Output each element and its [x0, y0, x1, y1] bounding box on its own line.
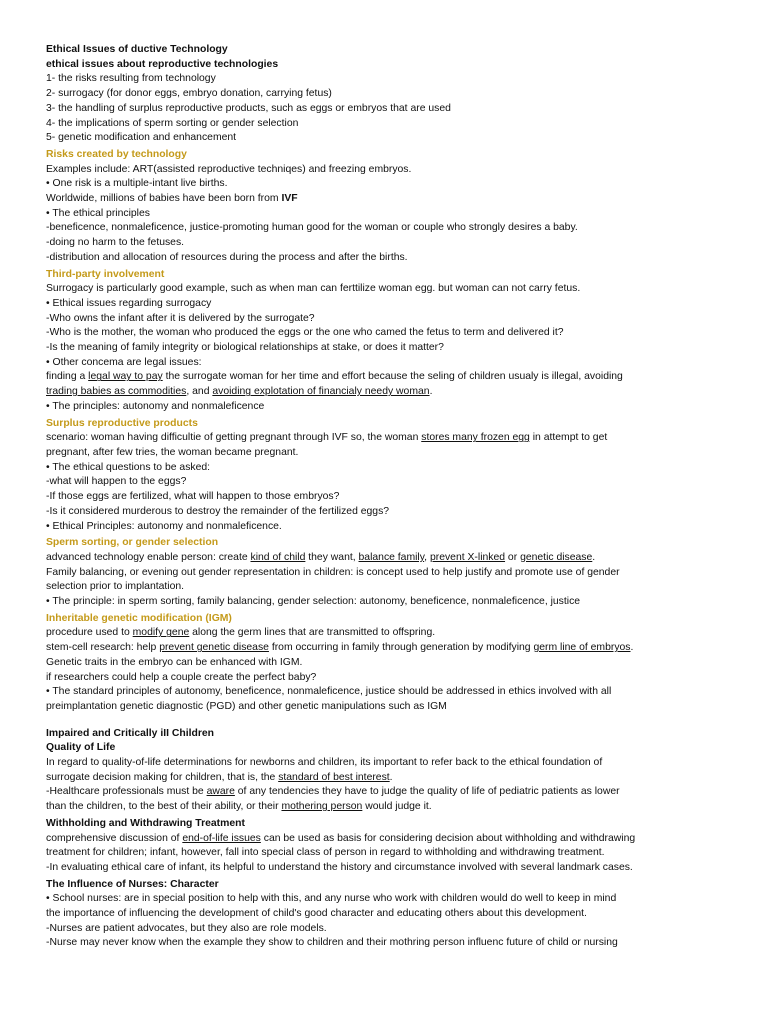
underlined-term: aware [206, 786, 235, 798]
paragraph-line: -Nurse may never know when the example they show to children and their mothring person influenc future of child or nursing [46, 937, 618, 949]
bullet-line: • The ethical principles [46, 207, 150, 219]
underlined-term: prevent genetic disease [159, 642, 269, 654]
paragraph-line: if researchers could help a couple create the perfect baby? [46, 671, 317, 683]
paragraph-line: treatment for children; infant, however, fall into special class of person in regard to withholding and withdrawing treatment. [46, 847, 605, 859]
paragraph-line: Genetic traits in the embryo can be enhanced with IGM. [46, 656, 303, 668]
paragraph-line: -Is the meaning of family integrity or biological relationships at stake, or does it matter? [46, 342, 444, 354]
bullet-line: • Ethical issues regarding surrogacy [46, 297, 212, 309]
paragraph-line: -doing no harm to the fetuses. [46, 237, 185, 249]
list-item: 2- surrogacy (for donor eggs, embryo donation, carrying fetus) [46, 88, 332, 100]
paragraph-line: Worldwide, millions of babies have been born from IVF [46, 193, 298, 205]
underlined-term: mothering person [281, 801, 363, 813]
paragraph-line: Surrogacy is particularly good example, such as when man can ferttilize woman egg. but woman can not carry fetus. [46, 283, 581, 295]
paragraph-line: -beneficence, nonmaleficence, justice-promoting human good for the woman or couple who strongly desires a baby. [46, 222, 578, 234]
bullet-line: • One risk is a multiple-intant live births. [46, 178, 228, 190]
paragraph-line: -Healthcare professionals must be aware of any tendencies they have to judge the quality of life of pediatric patients as lower [46, 786, 620, 798]
bullet-line: • Other concema are legal issues: [46, 356, 202, 368]
underlined-term: trading babies as commodities [46, 386, 187, 398]
paragraph-line: surrogate decision making for children, that is, the standard of best interest. [46, 771, 393, 783]
paragraph-line: -distribution and allocation of resources during the process and after the births. [46, 251, 408, 263]
underlined-term: balance family [358, 551, 425, 563]
paragraph-line: the importance of influencing the development of child's good character and educating others about this development. [46, 908, 587, 920]
document-page [46, 43, 746, 951]
paragraph-line: than the children, to the best of their ability, or their mothering person would judge it. [46, 801, 432, 813]
paragraph-line: selection prior to implantation. [46, 581, 185, 593]
paragraph-line: -In evaluating ethical care of infant, its helpful to understand the history and circumstance involved with several landmark cases. [46, 861, 633, 873]
section-heading-sperm-sorting: Sperm sorting, or gender selection [46, 537, 219, 549]
underlined-term: prevent X-linked [429, 551, 506, 563]
document-subtitle: ethical issues about reproductive technologies [46, 58, 279, 70]
paragraph-line: -Is it considered murderous to destroy the remainder of the fertilized eggs? [46, 505, 390, 517]
section-heading-withholding: Withholding and Withdrawing Treatment [46, 817, 245, 829]
underlined-term: germ line of embryos [533, 642, 631, 654]
paragraph-line: In regard to quality-of-life determinations for newborns and children, its important to refer back to the ethical foundation of [46, 757, 603, 769]
bullet-line: • The principles: autonomy and nonmaleficence [46, 400, 265, 412]
underlined-term: standard of best interest [278, 771, 390, 783]
section-heading-impaired: Impaired and Critically iII Children [46, 727, 215, 739]
list-item: 4- the implications of sperm sorting or gender selection [46, 117, 299, 129]
section-spacer [46, 715, 746, 725]
paragraph-line: Family balancing, or evening out gender representation in children: is concept used to help justify and promote use of gender [46, 566, 620, 578]
paragraph-line: comprehensive discussion of end-of-life issues can be used as basis for considering decision about withholding and withdrawing [46, 832, 636, 844]
list-item: 3- the handling of surplus reproductive products, such as eggs or embryos that are used [46, 102, 451, 114]
list-item: 5- genetic modification and enhancement [46, 132, 237, 144]
bullet-line: • The ethical questions to be asked: [46, 461, 211, 473]
paragraph-line: -If those eggs are fertilized, what will happen to those embryos? [46, 491, 340, 503]
bullet-line: • School nurses: are in special position to help with this, and any nurse who work with children would do well to keep in mind [46, 893, 617, 905]
paragraph-line: advanced technology enable person: create kind of child they want, balance family, prevent X-linked or genetic disease. [46, 551, 596, 563]
underlined-term: genetic disease [520, 551, 593, 563]
bullet-line: • The principle: in sperm sorting, family balancing, gender selection: autonomy, beneficence, nonmaleficence, justice [46, 596, 581, 608]
underlined-term: stores many frozen egg [421, 432, 530, 444]
underlined-term: legal way to pay [88, 371, 163, 383]
section-heading-third-party: Third-party involvement [46, 268, 165, 280]
paragraph-line: scenario: woman having difficultie of getting pregnant through IVF so, the woman stores many frozen egg in attempt to get [46, 432, 608, 444]
document-title: Ethical Issues of ductive Technology [46, 44, 228, 55]
underlined-term: kind of child [250, 551, 306, 563]
paragraph-line: -Nurses are patient advocates, but they also are role models. [46, 922, 327, 934]
underlined-term: modify gene [132, 627, 190, 639]
paragraph-line: pregnant, after few tries, the woman became pregnant. [46, 446, 299, 458]
list-item: 1- the risks resulting from technology [46, 73, 216, 85]
section-heading-nurses: The Influence of Nurses: Character [46, 878, 219, 890]
ivf-term: IVF [281, 193, 298, 205]
underlined-term: end-of-life issues [182, 832, 261, 844]
paragraph-line: -Who owns the infant after it is delivered by the surrogate? [46, 312, 315, 324]
paragraph-line: -Who is the mother, the woman who produced the eggs or the one who camed the fetus to term and delivered it? [46, 327, 564, 339]
bullet-line: • Ethical Principles: autonomy and nonmaleficence. [46, 520, 282, 532]
paragraph-line: -what will happen to the eggs? [46, 476, 187, 488]
paragraph-line: preimplantation genetic diagnostic (PGD) and other genetic manipulations such as IGM [46, 700, 447, 712]
underlined-term: avoiding explotation of financialy needy woman [212, 386, 430, 398]
section-heading-igm: Inheritable genetic modification (IGM) [46, 612, 232, 624]
subheading-quality-of-life: Quality of Life [46, 742, 116, 754]
section-heading-risks: Risks created by technology [46, 148, 187, 160]
paragraph-line: trading babies as commodities, and avoiding explotation of financialy needy woman. [46, 386, 433, 398]
paragraph-line: stem-cell research: help prevent genetic disease from occurring in family through generation by modifying germ line of embryos. [46, 642, 634, 654]
paragraph-line: Examples include: ART(assisted reproductive techniqes) and freezing embryos. [46, 163, 412, 175]
paragraph-line: finding a legal way to pay the surrogate woman for her time and effort because the seling of children usualy is illegal, avoiding [46, 371, 623, 383]
section-heading-surplus: Surplus reproductive products [46, 417, 198, 429]
paragraph-line: procedure used to modify gene along the germ lines that are transmitted to offspring. [46, 627, 436, 639]
bullet-line: • The standard principles of autonomy, beneficence, nonmaleficence, justice should be addressed in ethics involved with all [46, 686, 612, 698]
